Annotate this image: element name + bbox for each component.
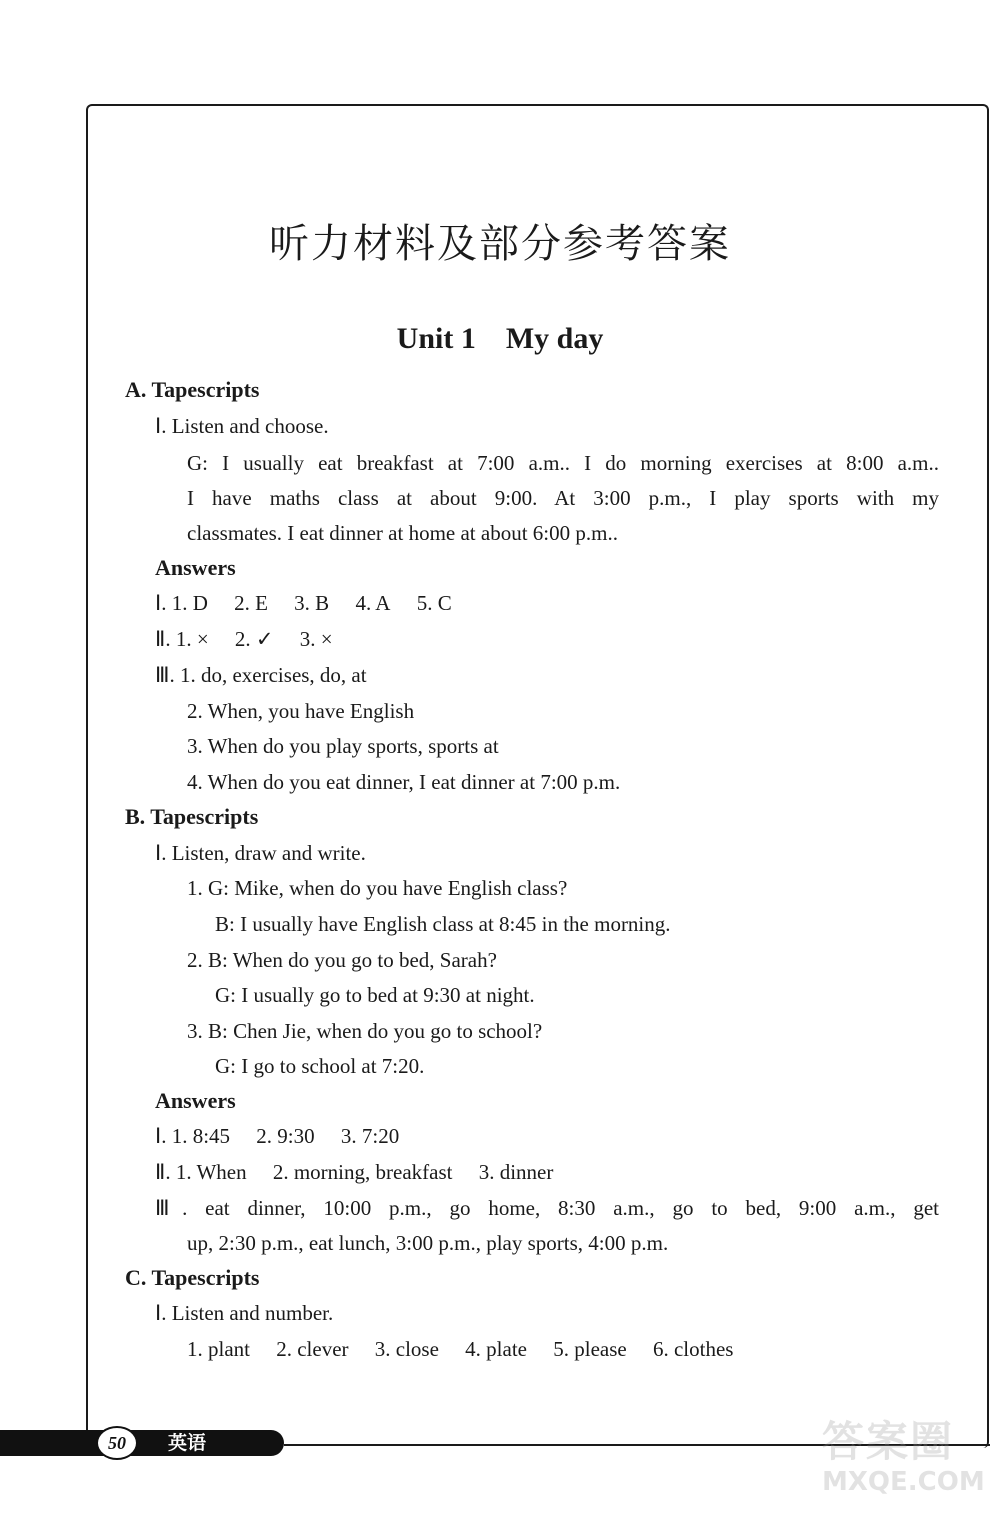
answer-line: Ⅰ. 1. 8:45 2. 9:30 3. 7:20 [155, 1124, 400, 1148]
section-c-part1-label: Ⅰ. Listen and number. [155, 1301, 334, 1325]
answer-line: 4. When do you eat dinner, I eat dinner at 7:00 p.m. [187, 770, 621, 794]
answer-line: Ⅲ. eat dinner, 10:00 p.m., go home, 8:30 a.m., go to bed, 9:00 a.m., get [155, 1196, 939, 1220]
answer-line: Ⅱ. 1. When 2. morning, breakfast 3. dinner [155, 1160, 554, 1184]
subject-label: 英语 [168, 1432, 207, 1454]
answer-line: Ⅲ. 1. do, exercises, do, at [155, 663, 367, 687]
answer-line: up, 2:30 p.m., eat lunch, 3:00 p.m., play sports, 4:00 p.m. [187, 1231, 669, 1255]
section-a-heading: A. Tapescripts [125, 377, 260, 402]
section-b-part1-label: Ⅰ. Listen, draw and write. [155, 841, 366, 865]
answer-line: Ⅰ. 1. D 2. E 3. B 4. A 5. C [155, 591, 452, 615]
section-b-answers-heading: Answers [155, 1088, 236, 1113]
dialogue-line: G: I usually go to bed at 9:30 at night. [215, 983, 535, 1007]
watermark-url: MXQE.COM [822, 1467, 985, 1497]
text-line: I have maths class at about 9:00. At 3:00 p.m., I play sports with my [187, 486, 939, 510]
section-b-heading: B. Tapescripts [125, 804, 259, 829]
dialogue-line: 2. B: When do you go to bed, Sarah? [187, 948, 497, 972]
footer-bar [0, 1430, 284, 1456]
dialogue-line: G: I go to school at 7:20. [215, 1054, 425, 1078]
word-list: 1. plant 2. clever 3. close 4. plate 5. please 6. clothes [187, 1337, 734, 1361]
watermark-brand: 答案圈 [822, 1417, 955, 1466]
section-a-part1-label: Ⅰ. Listen and choose. [155, 414, 329, 438]
section-c-heading: C. Tapescripts [125, 1265, 260, 1290]
watermark-logo [822, 1418, 992, 1510]
answer-line: 2. When, you have English [187, 699, 415, 723]
page-number: 50 [96, 1426, 138, 1460]
answer-line: 3. When do you play sports, sports at [187, 734, 499, 758]
dialogue-line: B: I usually have English class at 8:45 in the morning. [215, 912, 671, 936]
text-line: classmates. I eat dinner at home at about 6:00 p.m.. [187, 521, 618, 545]
section-a-answers-heading: Answers [155, 555, 236, 580]
dialogue-line: 1. G: Mike, when do you have English class? [187, 876, 568, 900]
dialogue-line: 3. B: Chen Jie, when do you go to school? [187, 1019, 543, 1043]
text-line: G: I usually eat breakfast at 7:00 a.m.. I do morning exercises at 8:00 a.m.. [187, 451, 939, 475]
unit-title: Unit 1 My day [396, 322, 604, 355]
answer-line: Ⅱ. 1. × 2. ✓ 3. × [155, 627, 333, 651]
page-title: 听力材料及部分参考答案 [269, 221, 731, 267]
